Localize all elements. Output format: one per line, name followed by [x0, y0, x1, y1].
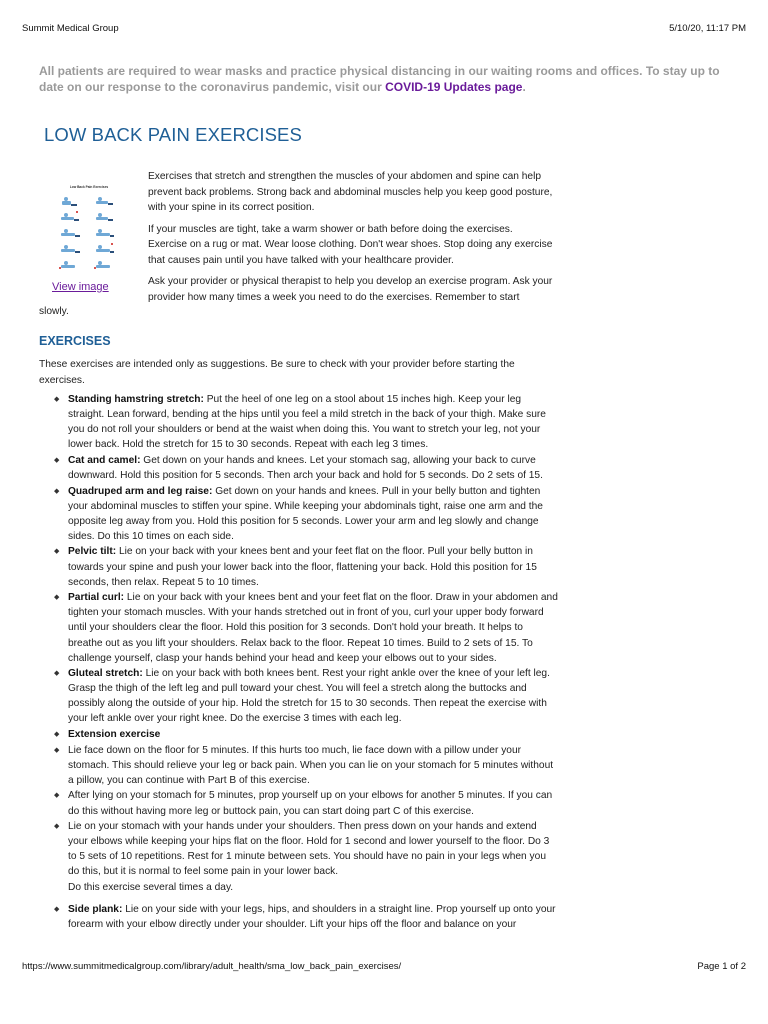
exercise-text: Lie on your back with both knees bent. Rest your right ankle over the knee of your left leg. Grasp the thigh of the left leg and pull toward your chest. You will feel a stretch along the buttocks and possibly along the outside of your hip. Hold the stretch for 15 to 30 seconds. Then repeat the exercise with your left ankle over your right knee. Do the exercise 3 times with each leg.	[68, 668, 550, 725]
list-item	[39, 453, 559, 483]
site-name: Summit Medical Group	[22, 23, 119, 34]
print-datetime: 5/10/20, 11:17 PM	[669, 23, 746, 34]
exercise-name: Side plank:	[68, 903, 123, 915]
list-item	[39, 484, 559, 544]
list-item	[39, 727, 559, 742]
intro-paragraph: Exercises that stretch and strengthen the muscles of your abdomen and spine can help prevent back problems. Strong back and abdominal muscles help you keep good posture, with your spine in its correct position.	[148, 171, 553, 213]
thumbnail-caption: Low Back Pain Exercises	[69, 185, 109, 189]
exercise-text: Put the heel of one leg on a stool about 15 inches high. Keep your leg straight. Lean forward, bending at the hips until you feel a mild stretch in the back of your thigh. Make sure you do not roll your shoulders or bend at the waist when doing this. You want to stretch your leg, not your lower back. Hold the stretch for 15 to 30 seconds. Repeat with each leg 3 times.	[68, 394, 546, 451]
bullet-icon: ◆	[54, 731, 60, 739]
bullet-icon: ◆	[54, 396, 60, 403]
list-item	[39, 743, 559, 788]
thumbnail-illustration	[56, 183, 122, 273]
list-item	[39, 392, 559, 452]
exercise-list	[39, 392, 559, 932]
bullet-icon: ◆	[54, 905, 60, 913]
covid-updates-link[interactable]: COVID-19 Updates page	[385, 80, 523, 94]
exercise-text: Get down on your hands and knees. Pull in your belly button and tighten your abdominal muscles to stiffen your spine. While keeping your abdominals tight, raise one arm and the opposite leg away from you. Hold this position for 5 seconds. Lower your arm and leg slowly and change sides. Do this 10 times on each side.	[68, 485, 543, 542]
list-item	[39, 819, 559, 894]
notice-end: .	[522, 80, 526, 94]
page-number: Page 1 of 2	[697, 961, 746, 972]
exercise-thumbnail-image[interactable]	[56, 183, 122, 273]
exercise-text: Lie on your stomach with your hands under your shoulders. Then press down on your hands and extend your elbows while keeping your hips flat on the floor. Hold for 1 second and lower yourself to the floor. Do 3 to 5 sets of 10 repetitions. Rest for 1 minute between sets. You should have no pain in your legs when you do this, but it is normal to feel some pain in your lower back.	[68, 821, 550, 878]
exercise-text: Lie on your back with your knees bent and your feet flat on the floor. Pull your belly button in towards your spine and push your lower back into the floor, flattening your back. Hold this position for 15 seconds, then relax. Repeat 5 to 10 times.	[68, 546, 537, 588]
page-url: https://www.summitmedicalgroup.com/library/adult_health/sma_low_back_pain_exercises/	[22, 961, 402, 972]
print-footer	[22, 961, 746, 972]
intro-paragraph: If your muscles are tight, take a warm shower or bath before doing the exercises. Exercise on a rug or mat. Wear loose clothing. Don't wear shoes. Stop doing any exercise that causes pain until you have talked with your healthcare provider.	[148, 223, 553, 266]
exercise-name: Gluteal stretch:	[68, 668, 143, 680]
bullet-icon: ◆	[54, 823, 60, 831]
bullet-icon: ◆	[54, 670, 60, 678]
bullet-icon: ◆	[54, 456, 60, 464]
exercise-name: Extension exercise	[68, 729, 161, 741]
bullet-icon: ◆	[54, 548, 60, 556]
section-title-exercises: EXERCISES	[39, 334, 111, 348]
exercise-name: Pelvic tilt:	[68, 546, 117, 558]
intro-text	[148, 169, 553, 311]
print-header	[22, 23, 746, 34]
intro-tail: slowly.	[39, 306, 69, 317]
bullet-icon: ◆	[54, 487, 60, 495]
exercise-text: Lie face down on the floor for 5 minutes. If this hurts too much, lie face down with a pillow under your stomach. This should relieve your leg or back pain. When you can lie on your stomach for 5 minutes without a pillow, you can continue with Part B of this exercise.	[68, 744, 554, 786]
list-item	[39, 544, 559, 589]
exercise-text: Lie on your side with your legs, hips, and shoulders in a straight line. Prop yourself up onto your forearm with your elbow directly under your shoulder. Lift your hips off the floor and balance on your	[68, 903, 556, 930]
covid-notice	[39, 63, 739, 95]
exercise-text: Lie on your back with your knees bent and your feet flat on the floor. Draw in your abdomen and tighten your stomach muscles. With your hands stretched out in front of you, curl your upper body forward until your shoulders clear the floor. Hold this position for 3 seconds. Don't hold your breath. It helps to breathe out as you lift your shoulders. Relax back to the floor. Repeat 10 times. Build to 2 sets of 15. To challenge yourself, clasp your hands behind your head and keep your elbows out to your sides.	[68, 592, 558, 664]
exercise-note: Do this exercise several times a day.	[68, 881, 234, 893]
list-item	[39, 902, 559, 932]
list-item	[39, 666, 559, 726]
bullet-icon: ◆	[54, 594, 60, 602]
list-item	[39, 788, 559, 818]
bullet-icon: ◆	[54, 792, 60, 800]
page-title: LOW BACK PAIN EXERCISES	[44, 124, 302, 145]
exercise-name: Standing hamstring stretch:	[68, 394, 204, 405]
list-item	[39, 590, 559, 665]
bullet-icon: ◆	[54, 746, 60, 754]
exercise-text: Get down on your hands and knees. Let your stomach sag, allowing your back to curve downward. Hold this position for 5 seconds. Then arch your back and hold for 5 seconds. Do 2 sets of 15.	[68, 454, 543, 481]
exercise-text: After lying on your stomach for 5 minutes, prop yourself up on your elbows for another 5 minutes. If you can do this without having more leg or buttock pain, you can start doing part C of this exercise.	[68, 790, 553, 817]
exercise-name: Quadruped arm and leg raise:	[68, 485, 213, 497]
intro-paragraph: Ask your provider or physical therapist to help you develop an exercise program. Ask your provider how many times a week you need to do the exercises. Remember to start	[148, 276, 553, 303]
exercises-disclaimer: These exercises are intended only as suggestions. Be sure to check with your provider before starting the exercises.	[39, 359, 515, 386]
exercise-name: Cat and camel:	[68, 454, 141, 466]
notice-text: All patients are required to wear masks and practice physical distancing in our waiting rooms and offices. To stay up to date on our response to the coronavirus pandemic, visit our	[39, 64, 720, 94]
exercise-name: Partial curl:	[68, 592, 125, 604]
view-image-link[interactable]: View image	[52, 281, 109, 293]
